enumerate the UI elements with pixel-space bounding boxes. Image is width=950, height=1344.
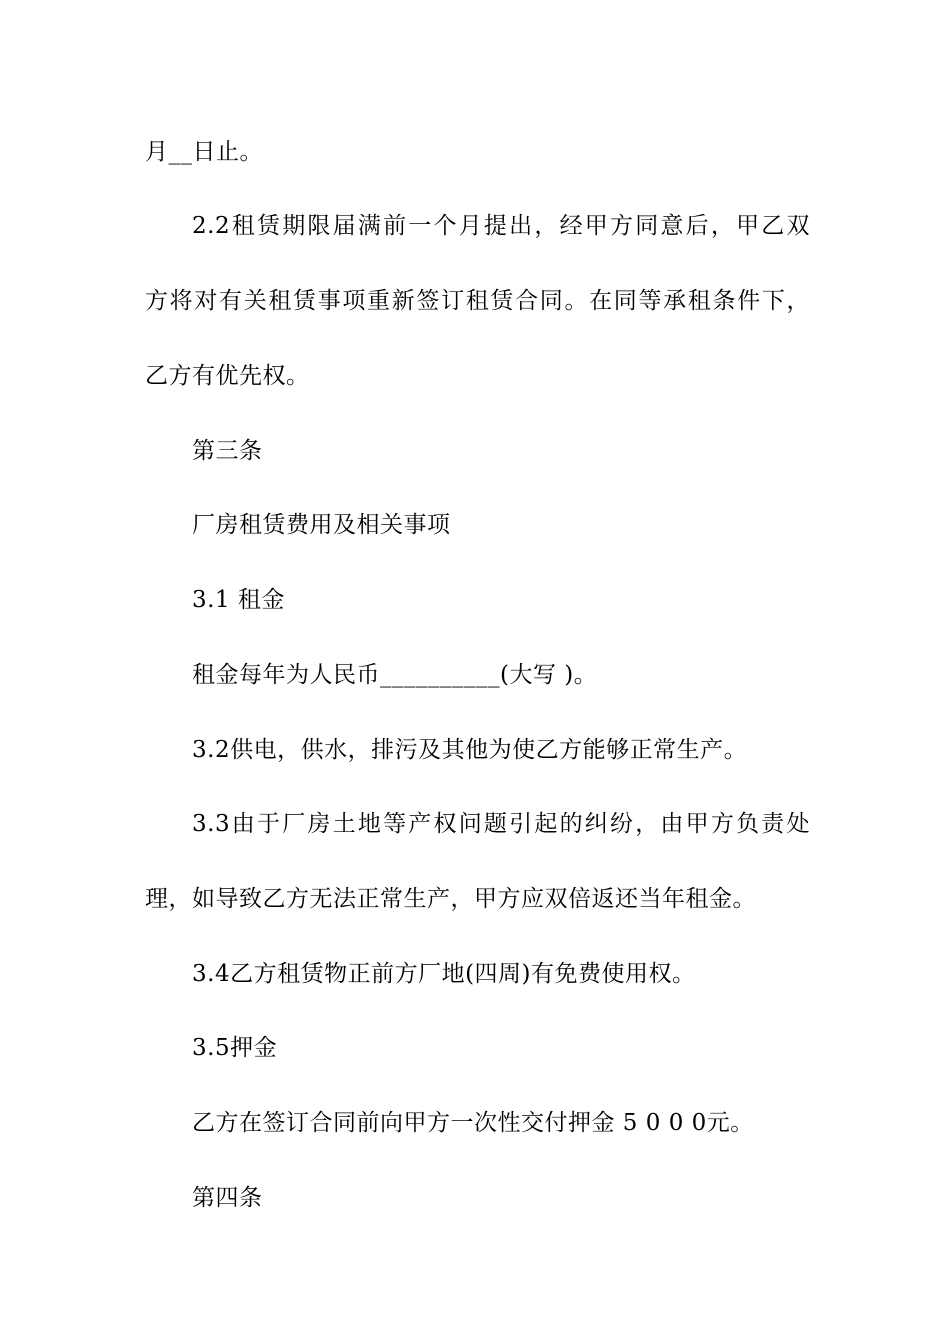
text-line-14: 乙方在签订合同前向甲方一次性交付押金 5 0 0 0元。 bbox=[192, 1110, 754, 1136]
section-heading-4: 第四条 bbox=[192, 1185, 263, 1211]
text-line-7: 3.1 租金 bbox=[192, 587, 285, 613]
section-title-3: 厂房租赁费用及相关事项 bbox=[192, 512, 451, 538]
text-line-13: 3.5押金 bbox=[192, 1035, 278, 1061]
text-line-4: 乙方有优先权。 bbox=[145, 363, 310, 389]
text-line-9: 3.2供电，供水，排污及其他为使乙方能够正常生产。 bbox=[192, 737, 748, 763]
section-heading-3: 第三条 bbox=[192, 438, 263, 464]
text-line-11: 理，如导致乙方无法正常生产，甲方应双倍返还当年租金。 bbox=[145, 886, 756, 912]
text-line-3: 方将对有关租赁事项重新签订租赁合同。在同等承租条件下， bbox=[145, 288, 810, 314]
text-line-10: 3.3由于厂房土地等产权问题引起的纠纷，由甲方负责处 bbox=[192, 811, 810, 837]
text-line-2: 2.2租赁期限届满前一个月提出，经甲方同意后，甲乙双 bbox=[192, 213, 810, 239]
text-line-1: 月__日止。 bbox=[145, 139, 263, 165]
text-line-8: 租金每年为人民币__________(大写 )。 bbox=[192, 662, 598, 688]
text-line-12: 3.4乙方租赁物正前方厂地(四周)有免费使用权。 bbox=[192, 961, 696, 987]
